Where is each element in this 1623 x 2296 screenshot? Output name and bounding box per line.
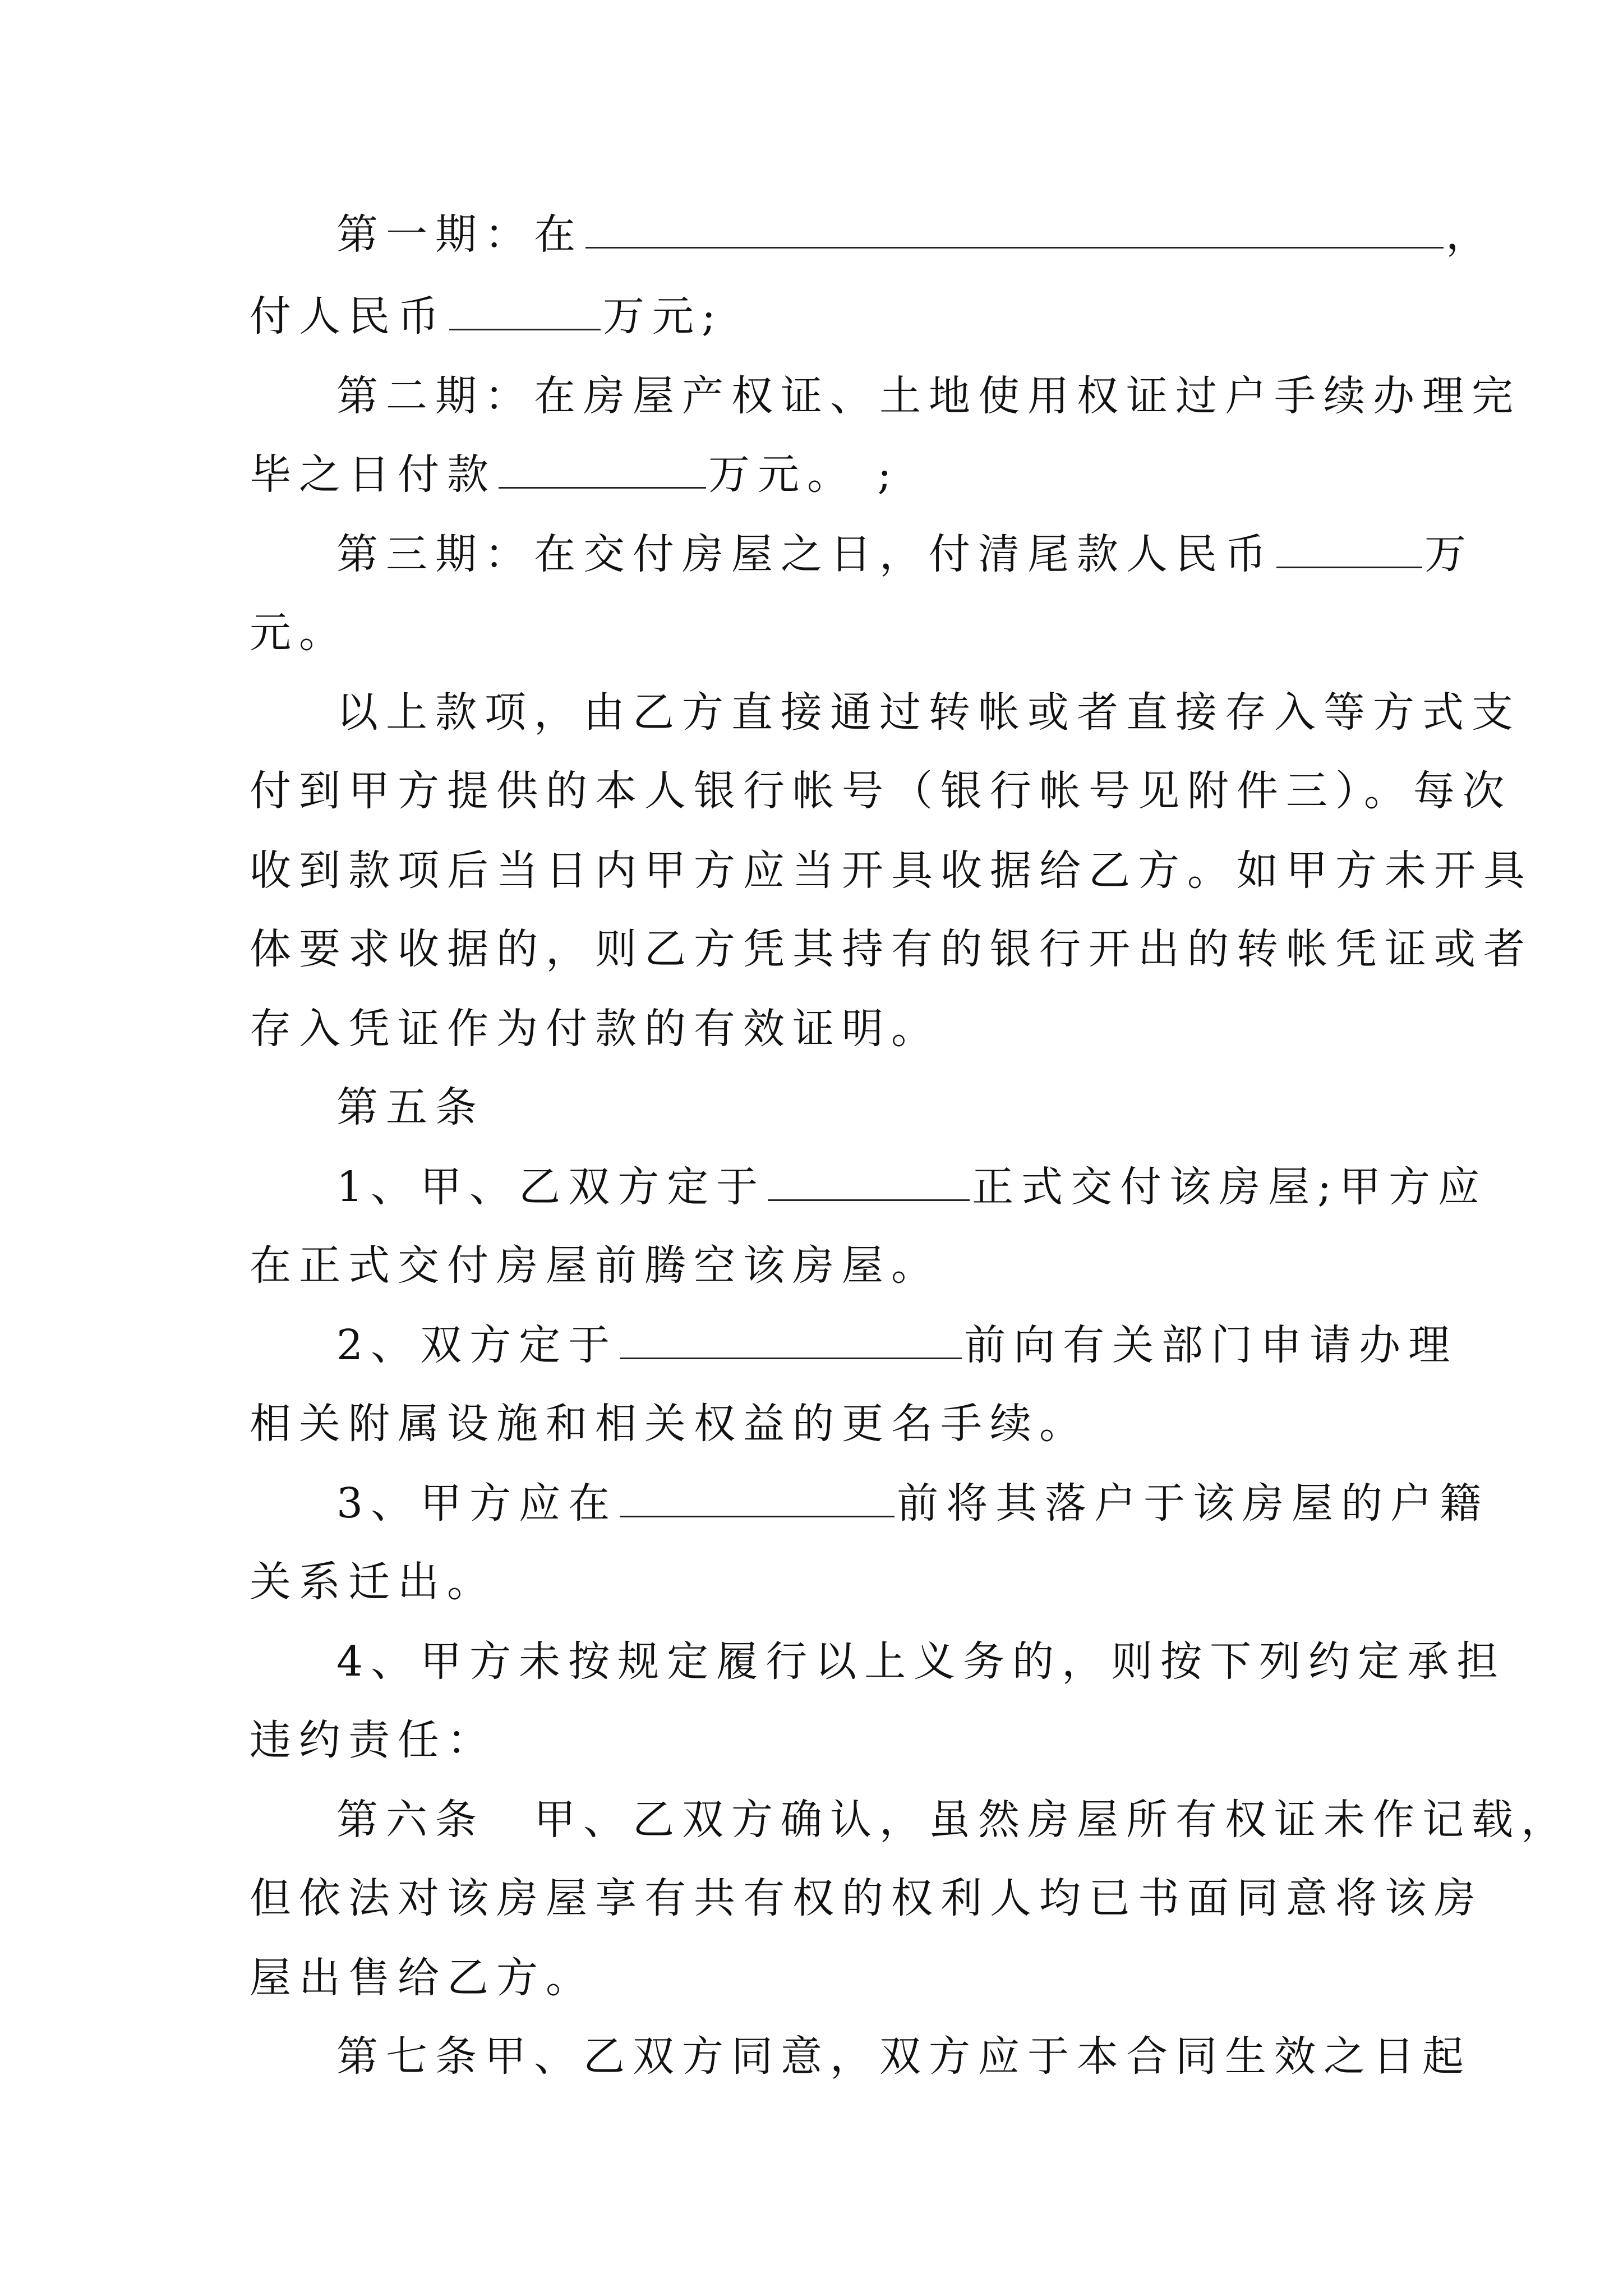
text-line: [250, 1555, 496, 1609]
line-text: ，: [1446, 210, 1495, 259]
text-line: [336, 2030, 1472, 2083]
line-text: 4、甲方未按规定履行以上义务的，则按下列约定承担: [336, 1637, 1506, 1686]
line-text: 第二期：在房屋产权证、土地使用权证过户手续办理完: [336, 372, 1521, 420]
line-text: 第七条甲、乙双方同意，双方应于本合同生效之日起: [336, 2032, 1472, 2081]
line-text: 毕之日付款: [250, 450, 496, 499]
text-line: [336, 208, 1495, 261]
text-line: [250, 1713, 496, 1767]
line-text: 第一期：在: [336, 210, 583, 259]
text-line: [336, 1160, 1487, 1214]
line-text: 1、甲、乙双方定于: [336, 1163, 766, 1211]
line-text: 万元。 ;: [708, 450, 900, 499]
line-text: 付人民币: [250, 292, 447, 341]
text-line: [336, 1793, 1570, 1847]
text-line: [250, 448, 899, 501]
line-text: 屋出售给乙方。: [250, 1954, 595, 2002]
text-line: [250, 922, 1533, 976]
text-line: [336, 1635, 1506, 1688]
text-line: [250, 289, 723, 343]
line-text: 关系迁出。: [250, 1558, 496, 1606]
text-line: [250, 1397, 1089, 1451]
text-line: [250, 1239, 940, 1292]
line-text: 以上款项，由乙方直接通过转帐或者直接存入等方式支: [336, 688, 1521, 737]
text-line: [336, 1476, 1489, 1530]
text-line: [250, 764, 1512, 818]
line-text: 3、甲方应在: [336, 1479, 618, 1527]
line-text: 第六条 甲、乙双方确认，虽然房屋所有权证未作记载，: [336, 1796, 1570, 1844]
fill-blank: [499, 450, 706, 489]
fill-blank: [620, 1320, 962, 1359]
line-text: 相关附属设施和相关权益的更名手续。: [250, 1400, 1089, 1448]
section-heading: [336, 1080, 485, 1134]
fill-blank: [585, 210, 1444, 249]
text-line: [336, 685, 1521, 739]
line-text: 2、双方定于: [336, 1321, 618, 1369]
text-line: [336, 527, 1474, 581]
line-text: 存入凭证作为付款的有效证明。: [250, 1005, 940, 1053]
text-line: [336, 369, 1521, 423]
line-text: 正式交付该房屋;甲方应: [972, 1163, 1488, 1211]
fill-blank: [620, 1479, 895, 1517]
text-line: [250, 844, 1533, 898]
line-text: 收到款项后当日内甲方应当开具收据给乙方。如甲方未开具: [250, 846, 1533, 895]
text-line: [250, 1002, 940, 1056]
line-text: 第三期：在交付房屋之日，付清尾款人民币: [336, 530, 1274, 578]
fill-blank: [768, 1162, 970, 1201]
fill-blank: [449, 292, 601, 330]
line-text: 在正式交付房屋前腾空该房屋。: [250, 1241, 940, 1290]
fill-blank: [1276, 530, 1422, 568]
line-text: 万: [1424, 530, 1474, 578]
text-line: [250, 1951, 595, 2005]
line-text: 前将其落户于该房屋的户籍: [897, 1479, 1490, 1527]
line-text: 万元;: [603, 292, 723, 341]
line-text: 元。: [250, 609, 348, 657]
line-text: 但依法对该房屋享有共有权的权利人均已书面同意将该房: [250, 1874, 1483, 1922]
line-text: 违约责任：: [250, 1716, 496, 1764]
text-line: [250, 606, 348, 660]
text-line: [250, 1871, 1483, 1925]
line-text: 付到甲方提供的本人银行帐号（银行帐号见附件三）。每次: [250, 767, 1512, 815]
text-line: [336, 1318, 1458, 1372]
line-text: 前向有关部门申请办理: [964, 1321, 1458, 1369]
line-text: 体要求收据的，则乙方凭其持有的银行开出的转帐凭证或者: [250, 925, 1533, 973]
line-text: 第五条: [336, 1083, 485, 1131]
